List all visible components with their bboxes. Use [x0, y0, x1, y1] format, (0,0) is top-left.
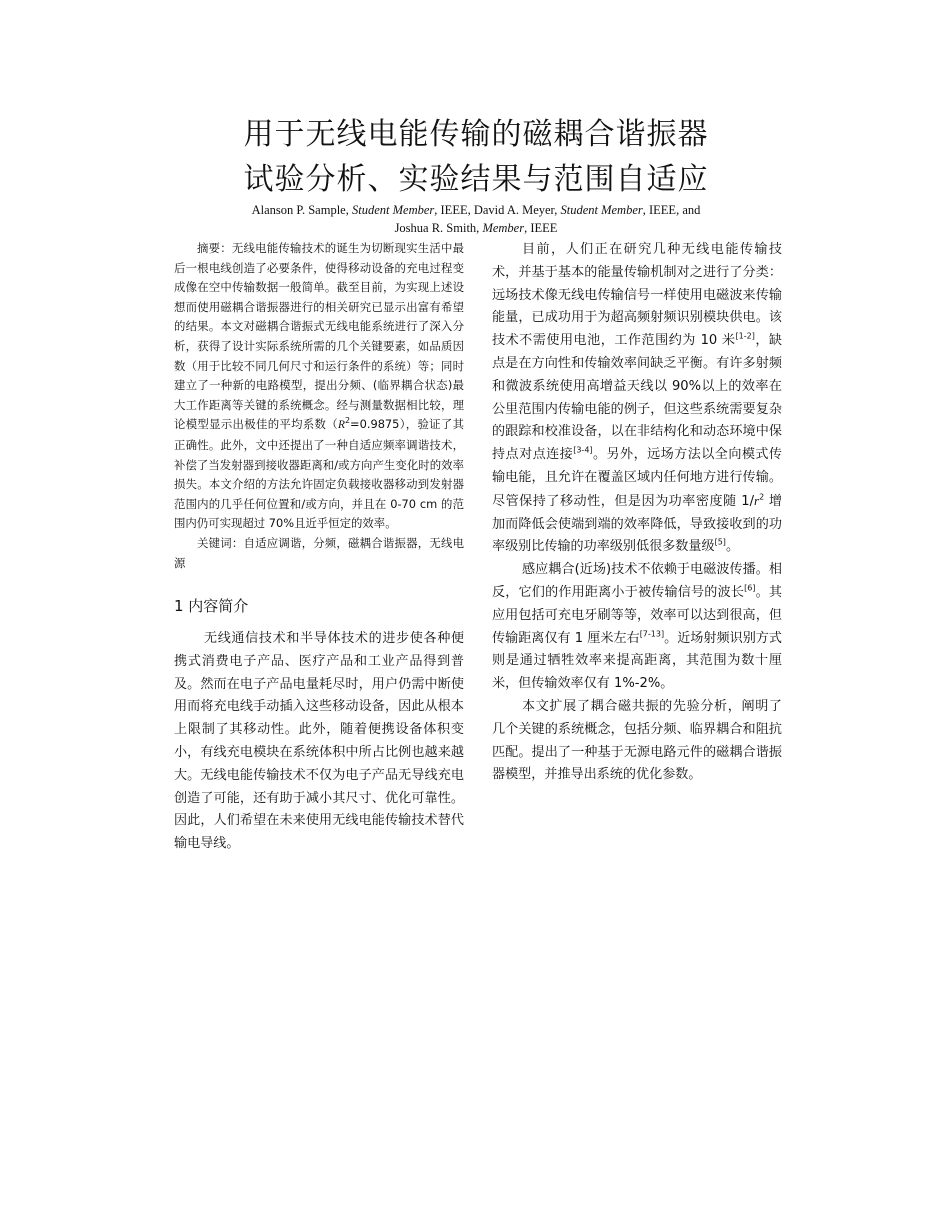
author-line-2: Joshua R. Smith, Member, IEEE: [394, 221, 558, 235]
left-column: [174, 239, 464, 856]
p1-text-e: 。: [725, 539, 740, 555]
p1-text-a: 目前，人们正在研究几种无线电能传输技术，并基于基本的能量传输机制对之进行了分类：远场技术像无线电传输信号一样使用电磁波来传输能量，已成功用于为超高频射频识别模块供电。该技术不需使用电池，工作范围约为 10 米: [492, 242, 782, 349]
p1-text-b: ，缺点是在方向性和传输效率间缺乏平衡。有许多射频和微波系统使用高增益天线以 90%以上的效率在公里范围内传输电能的例子，但这些系统需要复杂的跟踪和校准设备，以在非结构化和动态环境中保持点对点连接: [492, 333, 782, 463]
p2-text-a: 感应耦合(近场)技术不依赖于电磁波传播。相反，它们的作用距离小于被传输信号的波长: [492, 562, 782, 600]
r2-symbol: R: [337, 419, 345, 432]
p1-text-c: 。另外，远场方法以全向模式传输电能，且允许在覆盖区域内任何地方进行传输。尽管保持了移动性，但是因为功率密度随 1/: [492, 447, 783, 509]
abstract-text-a: 无线电能传输技术的诞生为切断现实生活中最后一根电线创造了必要条件，使得移动设备的充电过程变成像在空中传输数据一般简单。截至目前，为实现上述设想而使用磁耦合谐振器进行的相关研究已显示出富有希望的结果。本文对磁耦合谐振式无线电能系统进行了深入分析，获得了设计实际系统所需的几个关键要素，如品质因数（用于比较不同几何尺寸和运行条件的系统）等；同时建立了一种新的电路模型，提出分频、(临界耦合状态)最大工作距离等关键的系统概念。经与测量数据相比较，理论模型显示出极佳的平均系数（: [174, 241, 464, 432]
r2-sup: 2: [344, 416, 351, 426]
right-paragraph-2: [492, 559, 782, 696]
right-column: [492, 239, 782, 787]
r-sup: 2: [759, 492, 765, 502]
keywords-label: 关键词：: [197, 535, 244, 550]
author-line-1: Alanson P. Sample, Student Member, IEEE, David A. Meyer, Student Member, IEEE, and: [251, 203, 701, 217]
citation-6: [6]: [744, 583, 756, 593]
keywords-text: 自适应调谐，分频，磁耦合谐振器，无线电源: [174, 535, 464, 570]
right-paragraph-1: [492, 239, 782, 559]
citation-3-4: [3-4]: [573, 445, 593, 455]
abstract-text-b: =0.9875），验证了其正确性。此外，文中还提出了一种自适应频率调谐技术，补偿了当发射器到接收器距离和/或方向产生变化时的效率损失。本文介绍的方法允许固定负载接收器移动到发射器范围内的几乎任何位置和/或方向，并且在 0-70 cm 的范围内仍可实现超过 70%且近乎恒定的效率。: [174, 417, 464, 531]
abstract-label: 摘要：: [197, 241, 232, 255]
keywords: [174, 534, 464, 573]
section-heading-intro: 1 内容简介: [174, 597, 249, 616]
r-symbol: r: [754, 492, 760, 508]
p1-text-d: 增加而降低会使端到端的效率降低，导致接收到的功率级别比传输的功率级别低很多数量级: [492, 493, 783, 555]
p2-text-c: 。近场射频识别方式则是通过牺牲效率来提高距离，其范围为数十厘米，但传输效率仅有 1%-2%。: [492, 630, 783, 692]
abstract: [174, 239, 464, 534]
citation-7-13: [7-13]: [639, 629, 665, 639]
title-line-1: 用于无线电能传输的磁耦合谐振器: [243, 117, 709, 152]
title-line-2: 试验分析、实验结果与范围自适应: [243, 162, 709, 197]
p2-text-b: 。其应用包括可充电牙刷等等，效率可以达到很高，但传输距离仅有 1 厘米左右: [492, 584, 783, 646]
citation-5: [5]: [714, 538, 726, 547]
right-paragraph-3: 本文扩展了耦合磁共振的先验分析，阐明了几个关键的系统概念，包括分频、临界耦合和阻抗匹配。提出了一种基于无源电路元件的磁耦合谐振器模型，并推导出系统的优化参数。: [492, 698, 782, 783]
intro-paragraph: 无线通信技术和半导体技术的进步使各种便携式消费电子产品、医疗产品和工业产品得到普及。然而在电子产品电量耗尽时，用户仍需中断使用而将充电线手动插入这些移动设备，因此从根本上限制了其移动性。此外，随着便携设备体积变小，有线充电模块在系统体积中所占比例也越来越大。无线电能传输技术不仅为电子产品无导线充电创造了可能，还有助于减小其尺寸、优化可靠性。因此，人们希望在未来使用无线电能传输技术替代输电导线。: [174, 631, 464, 852]
citation-1-2: [1-2]: [735, 331, 755, 341]
